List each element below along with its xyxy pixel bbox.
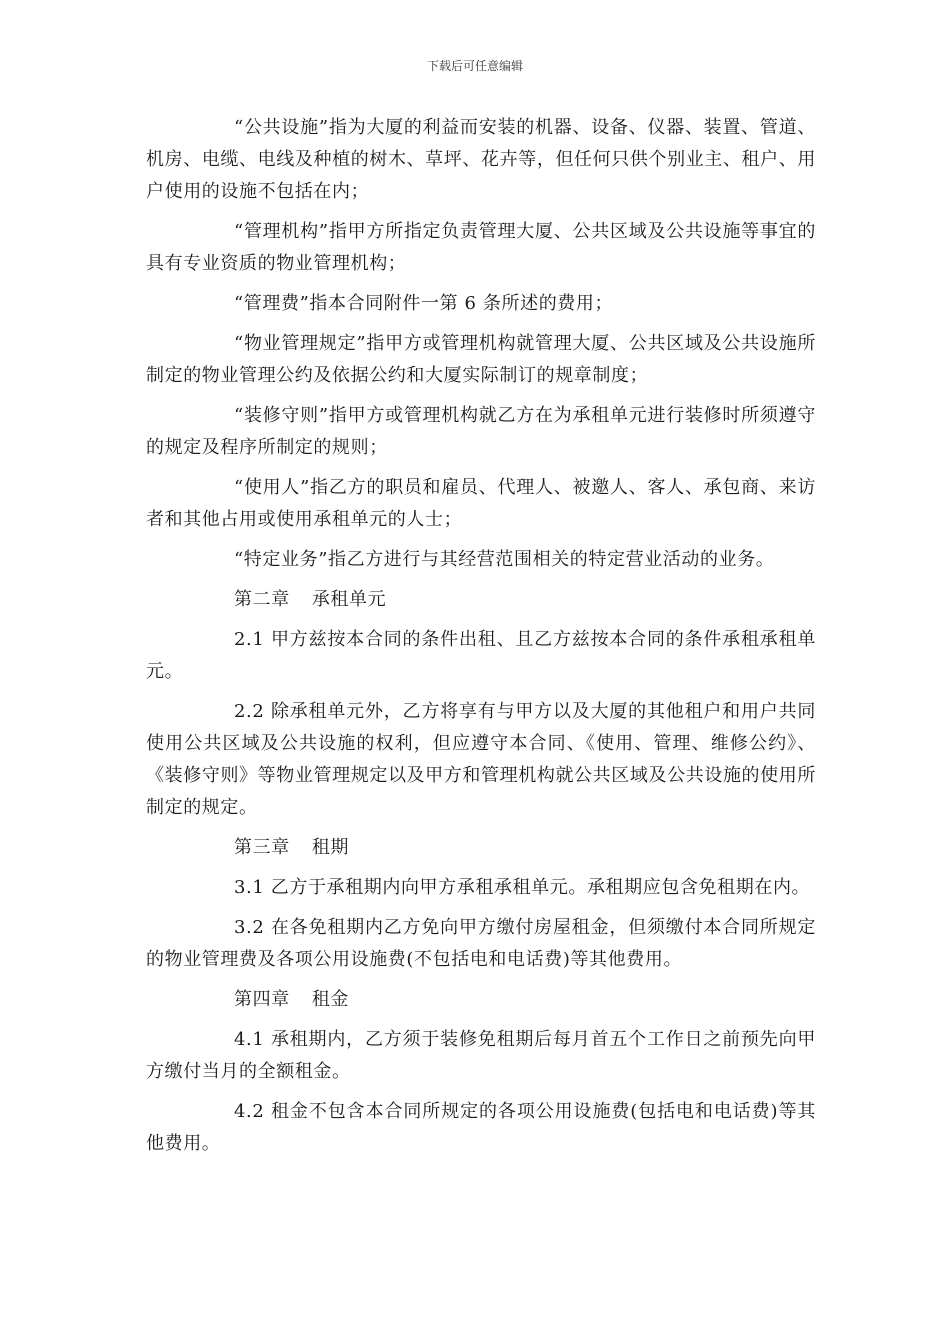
paragraph: “物业管理规定”指甲方或管理机构就管理大厦、公共区域及公共设施所制定的物业管理公约及依据公约和大厦实际制订的规章制度； bbox=[146, 333, 816, 386]
chapter-title: 租金 bbox=[311, 989, 350, 1010]
paragraph: “公共设施”指为大厦的利益而安装的机器、设备、仪器、装置、管道、机房、电缆、电线及种植的树木、草坪、花卉等，但任何只供个别业主、租户、用户使用的设施不包括在内； bbox=[146, 117, 816, 202]
paragraph: “特定业务”指乙方进行与其经营范围相关的特定营业活动的业务。 bbox=[234, 549, 775, 570]
chapter-number: 第二章 bbox=[234, 589, 290, 610]
paragraph: 4.1 承租期内，乙方须于装修免租期后每月首五个工作日之前预先向甲方缴付当月的全额租金。 bbox=[146, 1029, 816, 1082]
page-header-note: 下载后可任意编辑 bbox=[426, 59, 523, 73]
chapter-heading bbox=[146, 984, 816, 1016]
paragraph: 3.2 在各免租期内乙方免向甲方缴付房屋租金，但须缴付本合同所规定的物业管理费及各项公用设施费(不包括电和电话费)等其他费用。 bbox=[146, 917, 816, 970]
paragraph: “使用人”指乙方的职员和雇员、代理人、被邀人、客人、承包商、来访者和其他占用或使用承租单元的人士； bbox=[146, 477, 816, 530]
paragraph: 4.2 租金不包含本合同所规定的各项公用设施费(包括电和电话费)等其他费用。 bbox=[146, 1101, 816, 1154]
chapter-heading bbox=[146, 584, 816, 616]
paragraph: “管理费”指本合同附件一第 6 条所述的费用； bbox=[234, 293, 614, 314]
paragraph: 2.1 甲方兹按本合同的条件出租、且乙方兹按本合同的条件承租承租单元。 bbox=[146, 629, 816, 682]
paragraph: “装修守则”指甲方或管理机构就乙方在为承租单元进行装修时所须遵守的规定及程序所制定的规则； bbox=[146, 405, 816, 458]
paragraph: 2.2 除承租单元外，乙方将享有与甲方以及大厦的其他租户和用户共同使用公共区域及公共设施的权利，但应遵守本合同、《使用、管理、维修公约》、《装修守则》等物业管理规定以及甲方和管理机构就公共区域及公共设施的使用所制定的规定。 bbox=[146, 701, 816, 818]
chapter-heading bbox=[146, 832, 816, 864]
chapter-number: 第三章 bbox=[234, 837, 290, 858]
paragraph: 3.1 乙方于承租期内向甲方承租承租单元。承租期应包含免租期在内。 bbox=[234, 877, 811, 898]
chapter-number: 第四章 bbox=[234, 989, 290, 1010]
paragraph: “管理机构”指甲方所指定负责管理大厦、公共区域及公共设施等事宜的具有专业资质的物业管理机构； bbox=[146, 221, 816, 274]
chapter-title: 承租单元 bbox=[311, 589, 387, 610]
document-body bbox=[146, 112, 816, 1168]
chapter-title: 租期 bbox=[311, 837, 350, 858]
